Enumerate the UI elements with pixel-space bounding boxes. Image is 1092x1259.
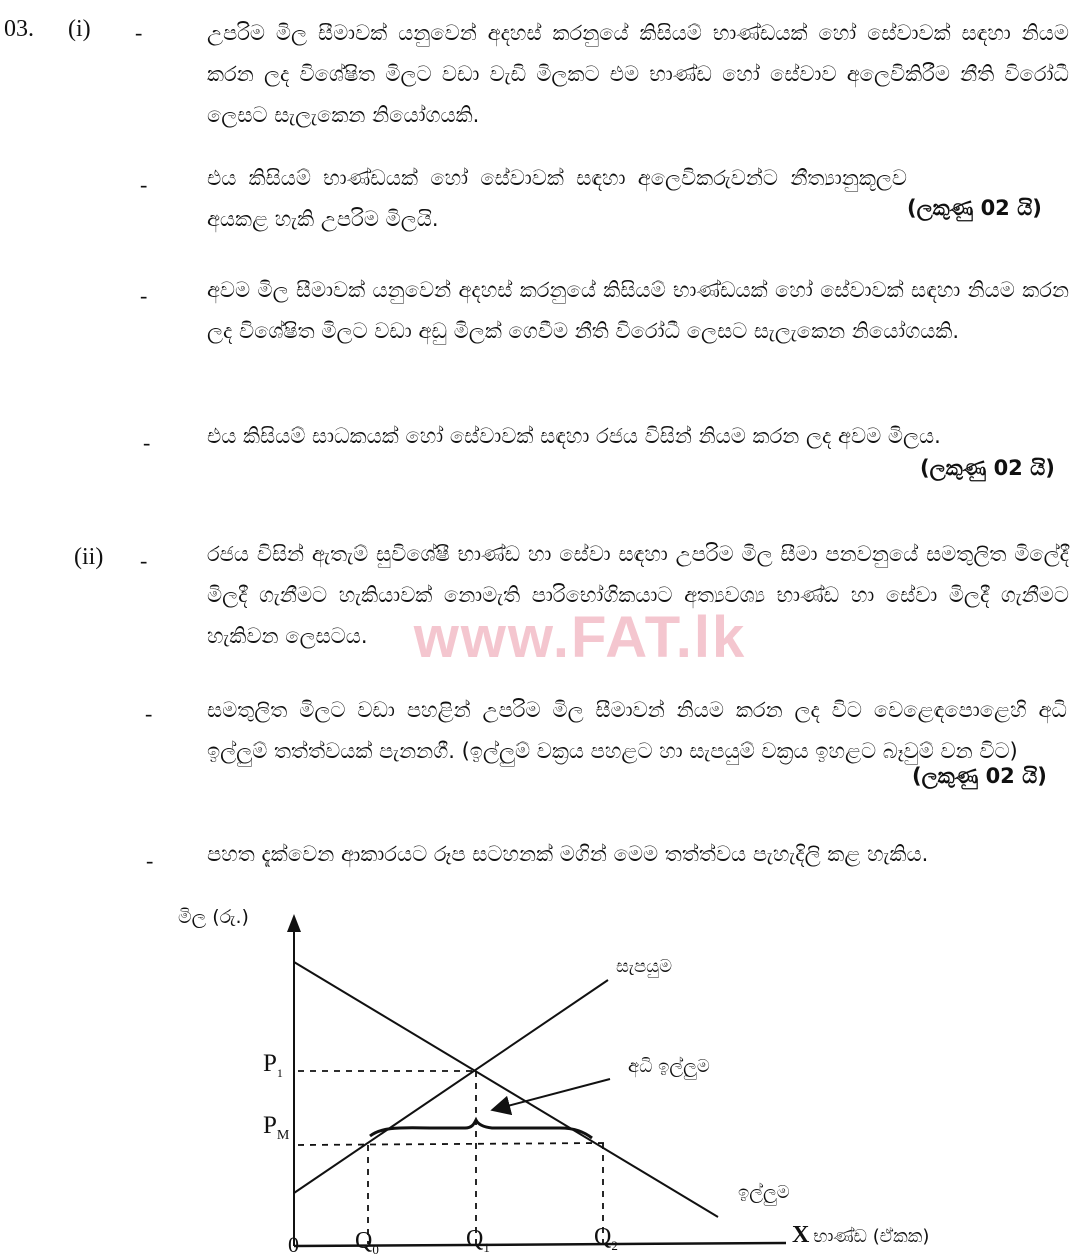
marks-label: (ලකුණු 02 යි) <box>907 196 1042 220</box>
marks-label: (ලකුණු 02 යි) <box>920 456 1055 480</box>
bullet-dash: - <box>145 701 153 726</box>
bullet-dash: - <box>135 20 143 45</box>
x-axis-label: X භාණ්ඩ (ඒකක) <box>792 1222 930 1248</box>
excess-demand-brace <box>370 1120 592 1138</box>
part-i-point-2: එය කිසියම් භාණ්ඩයක් හෝ සේවාවක් සඳහා අලෙවිකරුවන්ට නීත්‍යානුකූලව අයකළ හැකි උපරිම මිලයි. <box>207 166 907 231</box>
bullet-dash: - <box>140 283 148 308</box>
bullet-dash: - <box>146 848 154 873</box>
excess-demand-label: අධි ඉල්ලුම <box>628 1056 710 1077</box>
bullet-dash: - <box>140 172 148 197</box>
guide-lines <box>298 1071 604 1244</box>
y-axis-label: මිල (රු.) <box>178 906 249 928</box>
excess-demand-arrow-icon <box>500 1079 610 1108</box>
q1-label: $Q_1$ <box>466 1226 490 1255</box>
part-i-point-1: උපරිම මිල සීමාවක් යනුවෙන් අදහස් කරනුයේ කිසියම් භාණ්ඩයක් හෝ සේවාවක් සඳහා නියම කරන ලද විශේෂිත මිලට වඩා වැඩි මිලකට එම භාණ්ඩ හෝ සේවාව අලෙවිකිරීම නීති විරෝධී ලෙසට සැලැකෙන නියෝගයකි. <box>207 21 1069 127</box>
q0-label: $Q_0$ <box>355 1228 379 1257</box>
origin-label: 0 <box>288 1232 299 1257</box>
part-ii-point-1: රජය විසින් ඇතැම් සුවිශේෂී භාණ්ඩ හා සේවා සඳහා උපරිම මිල සීමා පනවනුයේ සමතුලිත මිලේදී මිලදී ගැනීමට හැකියාවක් නොමැති පාරිභෝගිකයාට අත්‍යවශ්‍ය භාණ්ඩ හා සේවා මිලදී ගැනීමට හැකිවන ලෙසටය. <box>207 542 1069 648</box>
marks-label: (ලකුණු 02 යි) <box>912 764 1047 788</box>
question-number: 03. <box>4 16 34 42</box>
supply-curve <box>294 980 608 1193</box>
part-label-ii: (ii) <box>74 544 104 570</box>
q2-label: $Q_2$ <box>594 1224 618 1253</box>
y-axis-arrow-icon <box>287 914 301 932</box>
bullet-dash: - <box>143 430 151 455</box>
p1-label: $P_1$ <box>263 1050 283 1080</box>
pm-label: $P_M$ <box>263 1112 290 1143</box>
part-i-point-3: අවම මිල සීමාවක් යනුවෙන් අදහස් කරනුයේ කිසියම් භාණ්ඩයක් හෝ සේවාවක් සඳහා නියම කරන ලද විශේෂිත මිලට වඩා අඩු මිලක් ගෙවීම නීති විරෝධී ලෙසට සැලැකෙන නියෝගයකි. <box>207 278 1069 343</box>
part-label-i: (i) <box>68 16 91 42</box>
part-ii-point-3: පහත දැක්වෙන ආකාරයට රූප සටහනක් මගින් මෙම තත්ත්වය පැහැදිලි කළ හැකිය. <box>207 842 929 866</box>
part-i-point-4: එය කිසියම් සාධකයක් හෝ සේවාවක් සඳහා රජය විසින් නියම කරන ලද අවම මිලය. <box>207 424 941 448</box>
supply-label: සැපයුම <box>616 956 673 977</box>
part-ii-point-2: සමතුලිත මිලට වඩා පහළින් උපරිම මිල සීමාවන් නියම කරන ලද විට වෙළෙඳපොළෙහි අධි ඉල්ලුම් තත්ත්වයක් පැනනගී. (ඉල්ලුම් වක්‍රය පහළට හා සැපයුම් වක්‍රය ඉහළට බෑවුම් වන විට) <box>207 698 1067 763</box>
demand-label: ඉල්ලුම <box>738 1182 790 1203</box>
bullet-dash: - <box>140 548 148 573</box>
demand-curve <box>294 962 718 1217</box>
watermark: www.FAT.lk <box>413 605 747 670</box>
